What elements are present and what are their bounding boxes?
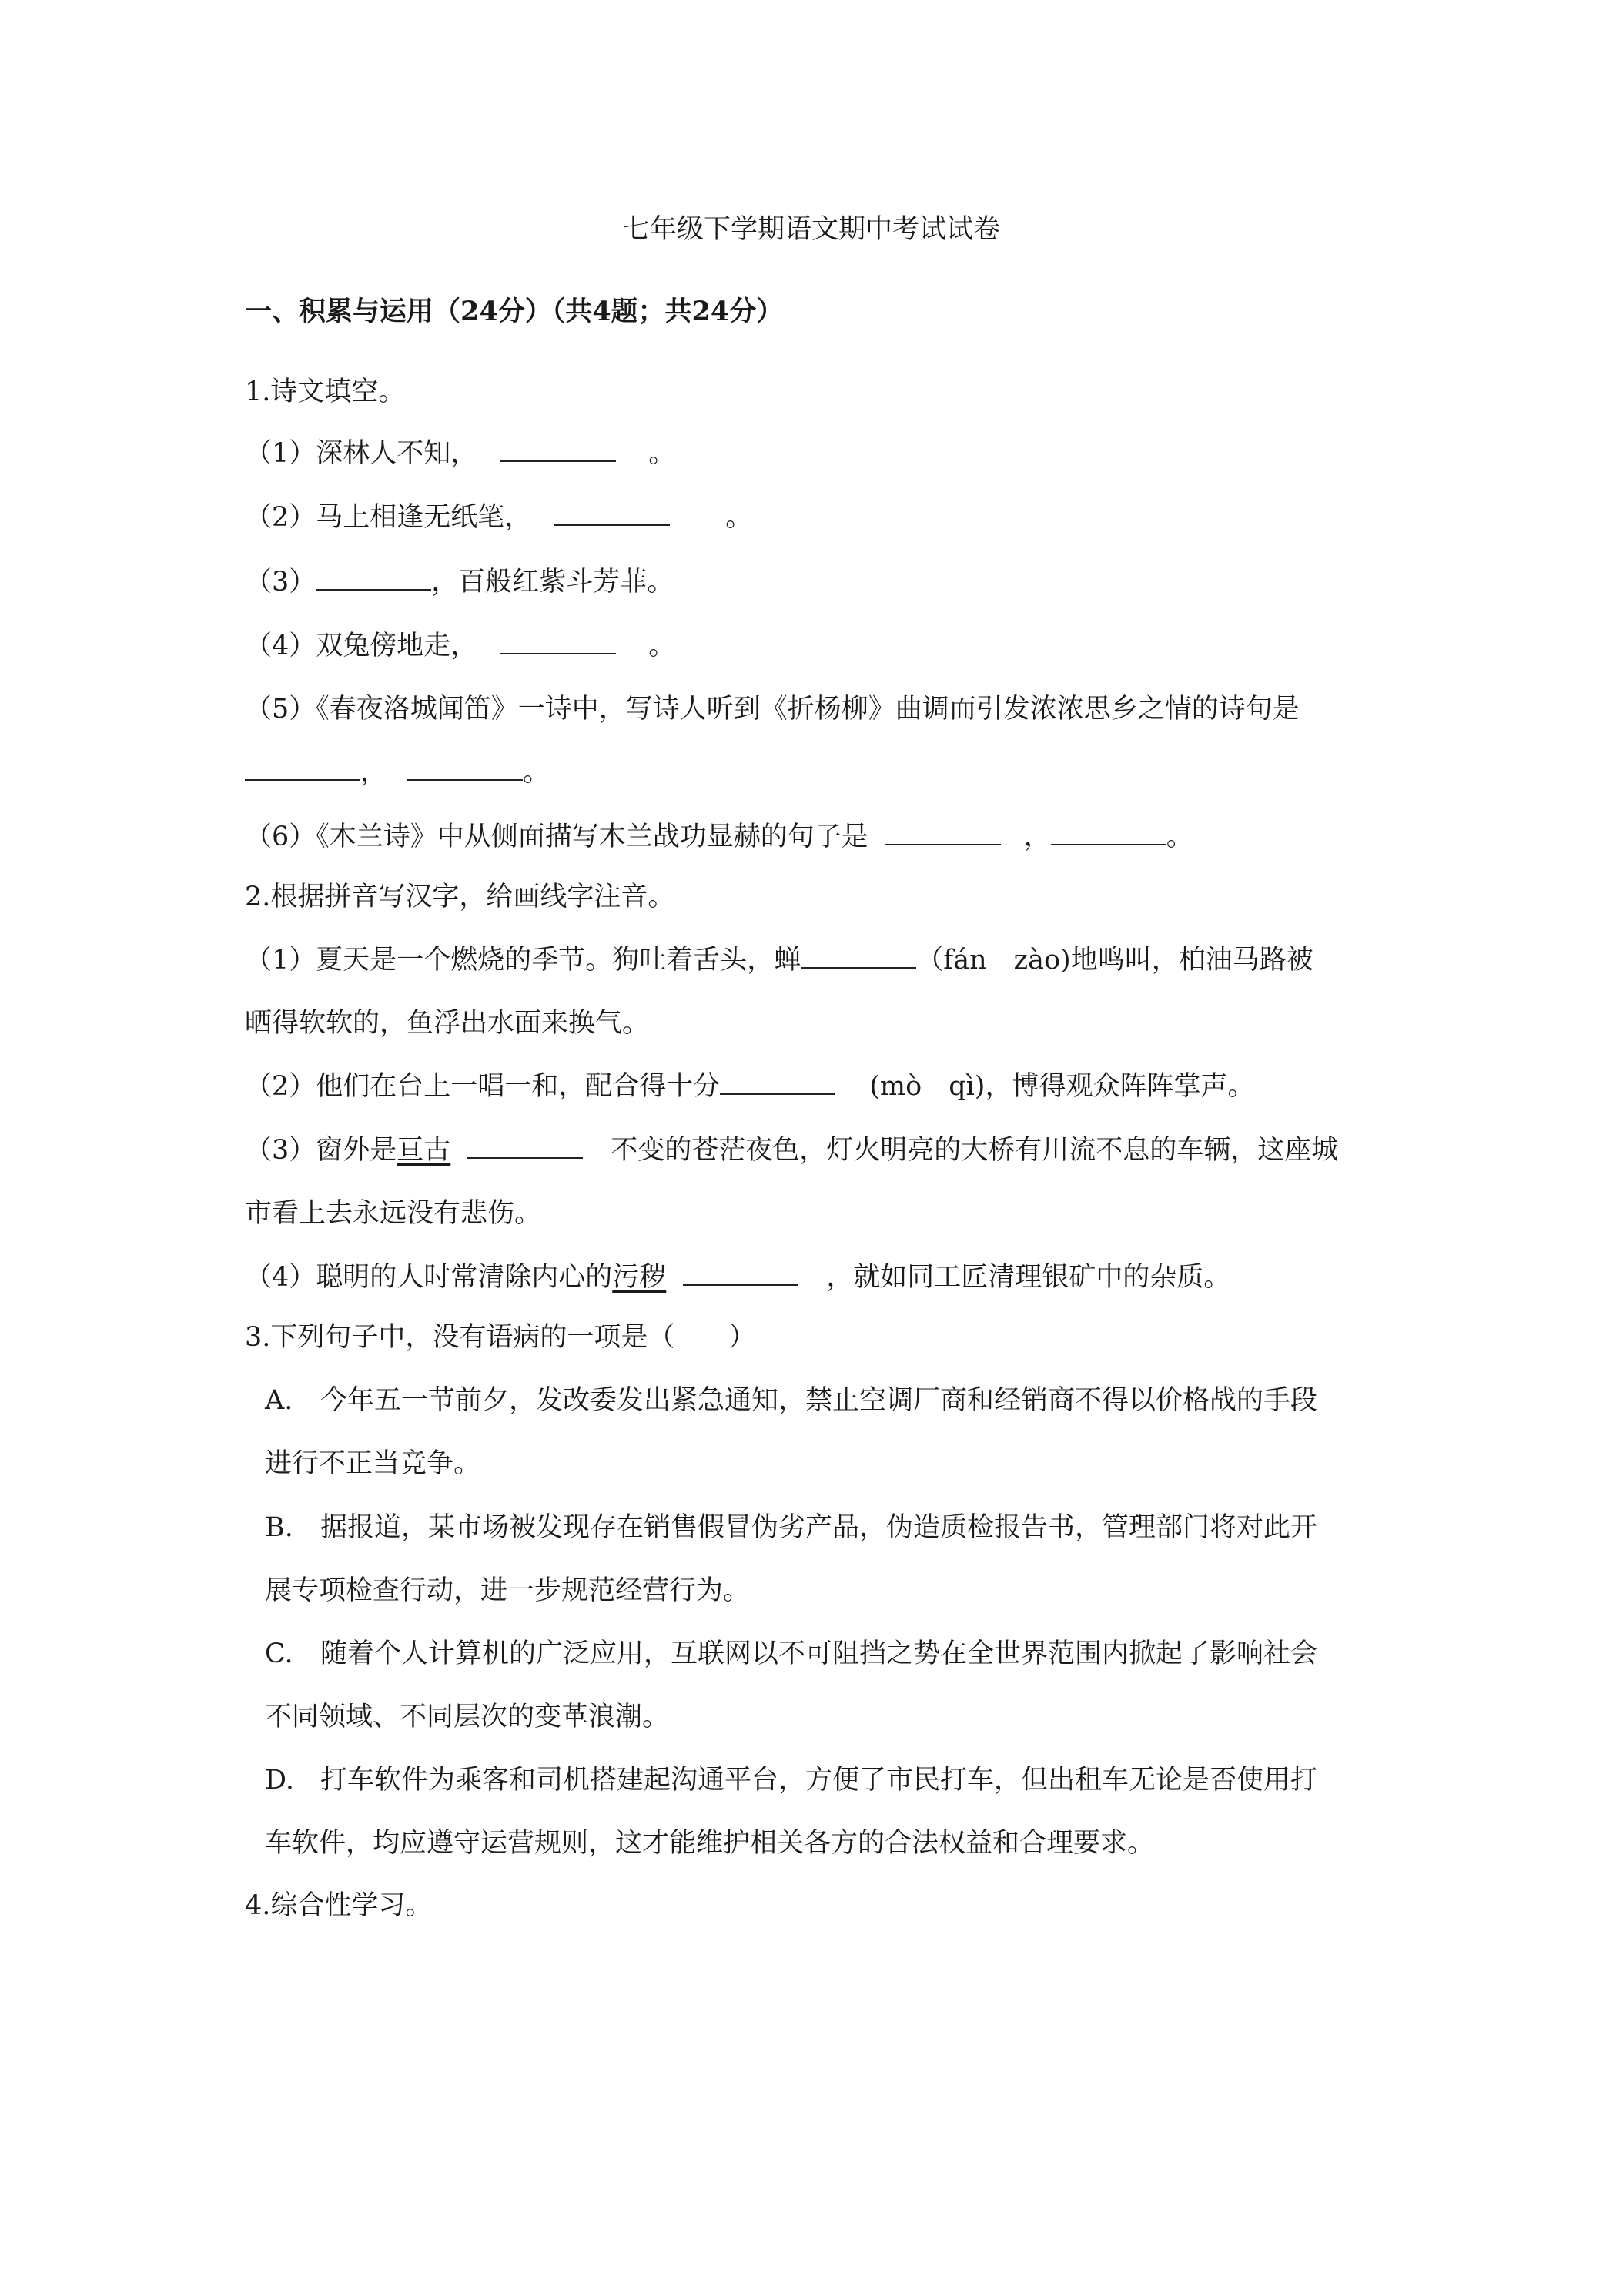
page-title: 七年级下学期语文期中考试试卷 [622, 214, 1000, 245]
option-c[interactable]: C. 随着个人计算机的广泛应用，互联网以不可阻挡之势在全世界范围内掀起了影响社会 [265, 1638, 1318, 1669]
fill-blank[interactable] [885, 822, 1001, 845]
fill-blank[interactable] [801, 946, 916, 969]
q1-item-2: （2）马上相逢无纸笔， 。 [245, 502, 753, 533]
fill-blank[interactable] [316, 567, 431, 591]
fill-blank[interactable] [407, 758, 523, 781]
q2-item-1: （1）夏天是一个燃烧的季节。狗吐着舌头，蝉 （fán zào)地鸣叫，柏油马路被 [245, 945, 1313, 976]
question-2-stem: 2.根据拼音写汉字，给画线字注音。 [245, 882, 675, 912]
q1-item-5: （5）《春夜洛城闻笛》一诗中，写诗人听到《折杨柳》曲调而引发浓浓思乡之情的诗句是 [245, 694, 1300, 725]
underlined-word: 亘古 [397, 1135, 451, 1166]
option-b[interactable]: B. 据报道，某市场被发现存在销售假冒伪劣产品，伪造质检报告书，管理部门将对此开 [265, 1512, 1318, 1543]
q2-item-4: （4）聪明的人时常清除内心的污秽 ，就如同工匠清理银矿中的杂质。 [245, 1262, 1231, 1293]
question-1-stem: 1.诗文填空。 [245, 377, 406, 407]
q1-item-1: （1）深林人不知， 。 [245, 438, 676, 469]
q2-item-2: （2）他们在台上一唱一和，配合得十分 (mò qì)，博得观众阵阵掌声。 [245, 1071, 1255, 1102]
option-a-cont: 进行不正当竞争。 [265, 1448, 481, 1479]
underlined-word: 污秽 [612, 1262, 667, 1293]
q1-item-5-cont: ， 。 [245, 755, 550, 789]
q2-item-3-cont: 市看上去永远没有悲伤。 [245, 1198, 542, 1229]
fill-blank[interactable] [500, 631, 616, 654]
option-d-cont: 车软件，均应遵守运营规则，这才能维护相关各方的合法权益和合理要求。 [265, 1828, 1155, 1859]
option-d[interactable]: D. 打车软件为乘客和司机搭建起沟通平台，方便了市民打车，但出租车无论是否使用打 [265, 1765, 1318, 1796]
fill-blank[interactable] [1051, 822, 1166, 845]
q1-item-6: （6）《木兰诗》中从侧面描写木兰战功显赫的句子是 ， 。 [245, 822, 1193, 852]
option-a[interactable]: A. 今年五一节前夕，发改委发出紧急通知，禁止空调厂商和经销商不得以价格战的手段 [265, 1385, 1318, 1416]
question-4-stem: 4.综合性学习。 [245, 1890, 433, 1921]
q1-item-4: （4）双兔傍地走， 。 [245, 631, 676, 661]
fill-blank[interactable] [500, 439, 616, 462]
fill-blank[interactable] [720, 1072, 835, 1095]
option-b-cont: 展专项检查行动，进一步规范经营行为。 [265, 1575, 751, 1606]
fill-blank[interactable] [554, 503, 670, 526]
q2-item-3: （3）窗外是亘古 不变的苍茫夜色，灯火明亮的大桥有川流不息的车辆，这座城 [245, 1135, 1339, 1166]
q1-item-3: （3） ，百般红紫斗芳菲。 [245, 567, 674, 597]
fill-blank[interactable] [683, 1263, 798, 1286]
pinyin: （fán zào) [916, 945, 1071, 976]
question-3-stem: 3.下列句子中，没有语病的一项是（ ） [245, 1322, 756, 1353]
q2-item-1-cont: 晒得软软的，鱼浮出水面来换气。 [245, 1008, 650, 1039]
option-c-cont: 不同领域、不同层次的变革浪潮。 [265, 1702, 670, 1732]
section-heading: 一、积累与运用（24分）（共4题；共24分） [245, 296, 784, 327]
fill-blank[interactable] [245, 758, 360, 781]
fill-blank[interactable] [467, 1136, 583, 1159]
pinyin: (mò qì) [869, 1071, 986, 1102]
